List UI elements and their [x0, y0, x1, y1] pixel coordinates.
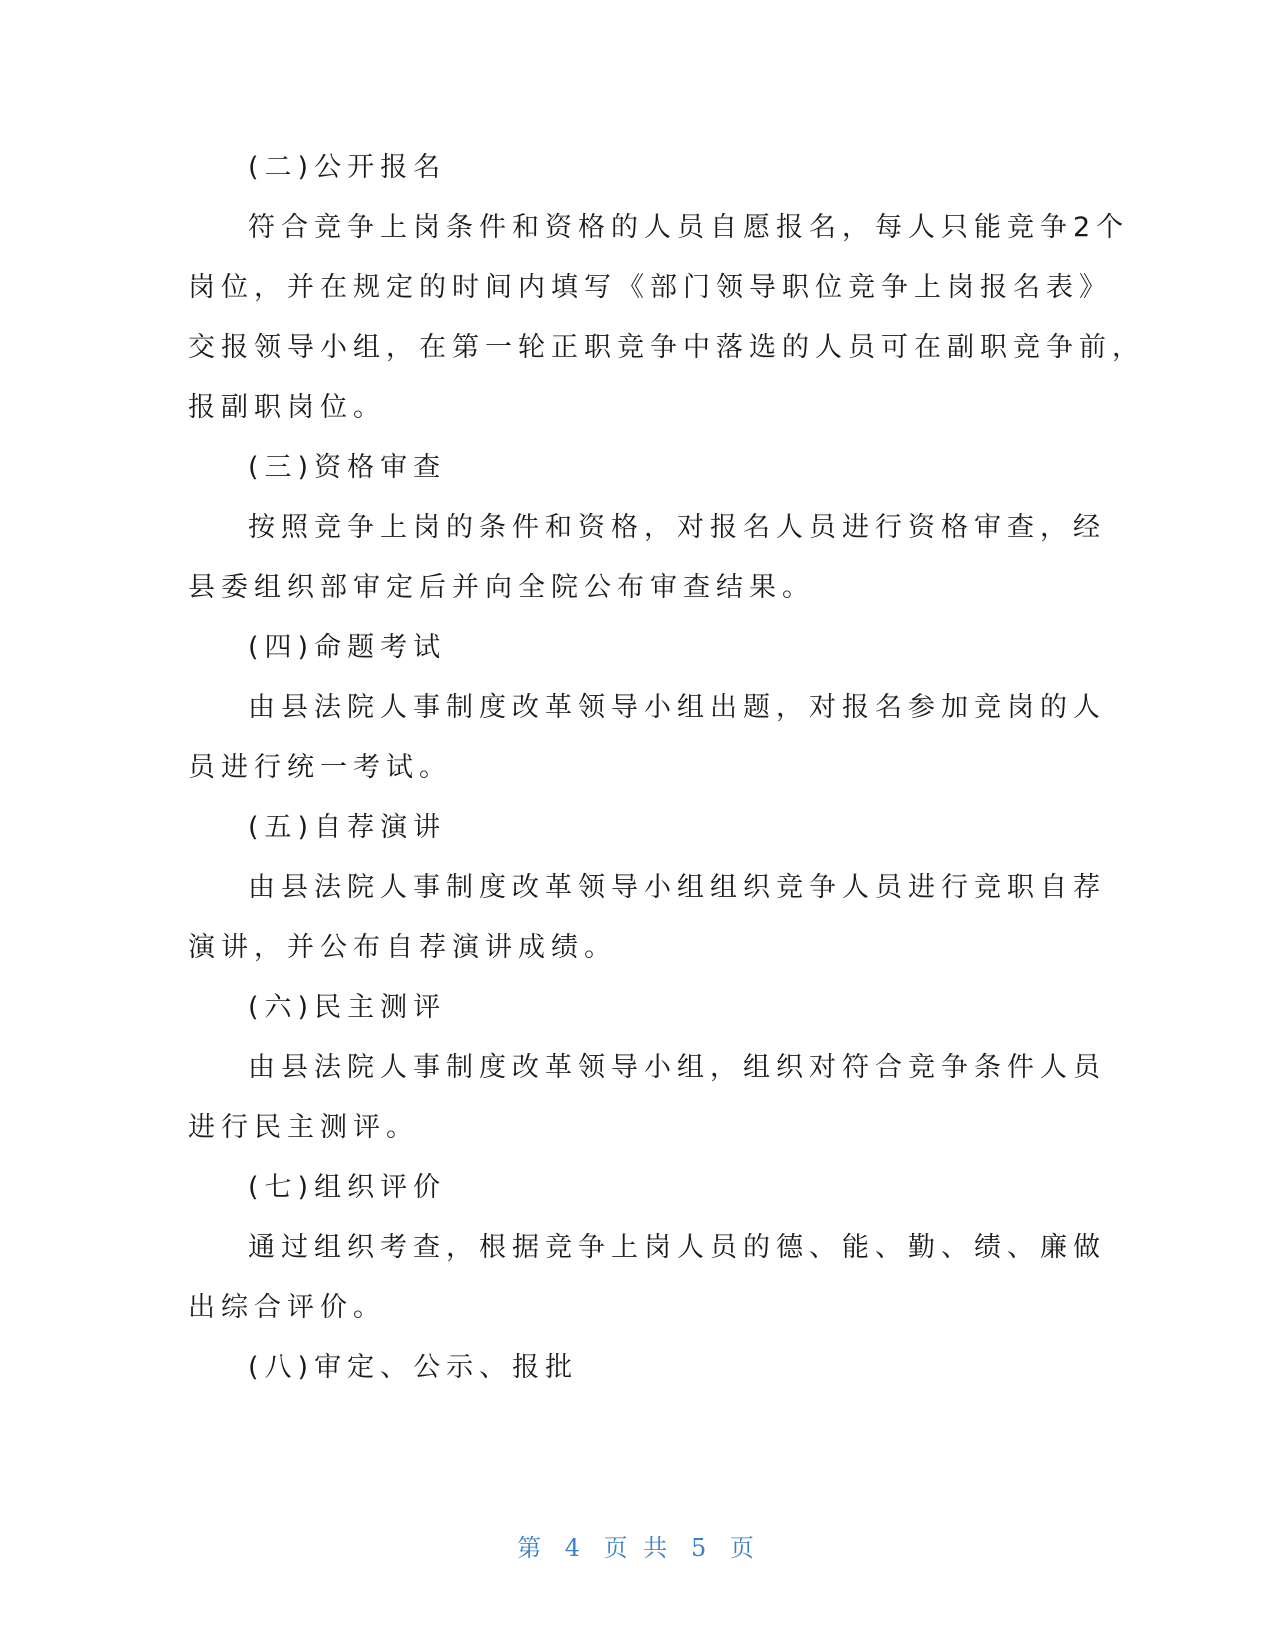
paragraph-line: 符合竞争上岗条件和资格的人员自愿报名，每人只能竞争2个 — [248, 212, 1130, 243]
paragraph-line: 通过组织考查，根据竞争上岗人员的德、能、勤、绩、廉做 — [248, 1232, 1106, 1263]
paragraph-line: 由县法院人事制度改革领导小组出题，对报名参加竞岗的人 — [248, 692, 1106, 723]
section-heading-6: (六)民主测评 — [248, 992, 447, 1023]
section-heading-2: (二)公开报名 — [248, 152, 447, 183]
page-footer — [0, 1528, 1275, 1563]
paragraph-line: 岗位，并在规定的时间内填写《部门领导职位竞争上岗报名表》 — [188, 272, 1112, 303]
section-heading-8: (八)审定、公示、报批 — [248, 1352, 579, 1383]
page-label-middle: 页 共 — [603, 1534, 672, 1562]
section-heading-5: (五)自荐演讲 — [248, 812, 447, 843]
page-label-prefix: 第 — [517, 1534, 546, 1562]
paragraph-line: 按照竞争上岗的条件和资格，对报名人员进行资格审查，经 — [248, 512, 1106, 543]
paragraph-line: 县委组织部审定后并向全院公布审查结果。 — [188, 572, 815, 603]
paragraph-line: 交报领导小组，在第一轮正职竞争中落选的人员可在副职竞争前， — [188, 332, 1145, 363]
paragraph-line: 由县法院人事制度改革领导小组组织竞争人员进行竞职自荐 — [248, 872, 1106, 903]
paragraph-line: 演讲，并公布自荐演讲成绩。 — [188, 932, 617, 963]
paragraph-line: 员进行统一考试。 — [188, 752, 452, 783]
paragraph-line: 由县法院人事制度改革领导小组，组织对符合竞争条件人员 — [248, 1052, 1106, 1083]
section-heading-4: (四)命题考试 — [248, 632, 447, 663]
current-page-number: 4 — [564, 1534, 585, 1562]
body-text — [188, 138, 1145, 1398]
page-label-suffix: 页 — [729, 1534, 758, 1562]
paragraph-line: 出综合评价。 — [188, 1292, 386, 1323]
section-heading-3: (三)资格审查 — [248, 452, 447, 483]
paragraph-line: 报副职岗位。 — [188, 392, 386, 423]
paragraph-line: 进行民主测评。 — [188, 1112, 419, 1143]
total-page-number: 5 — [690, 1534, 711, 1562]
section-heading-7: (七)组织评价 — [248, 1172, 447, 1203]
